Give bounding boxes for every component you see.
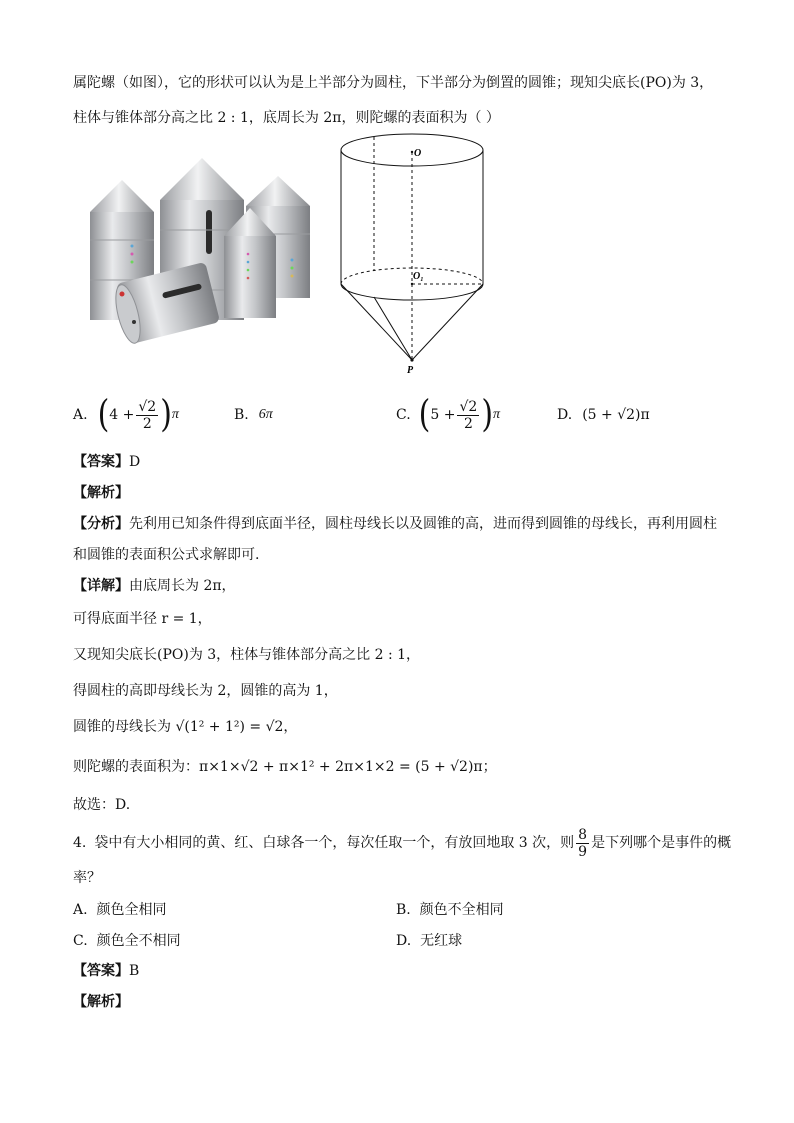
q4-option-a-label: A. (73, 902, 88, 918)
q3-stem-line2: 柱体与锥体部分高之比 2 : 1，底周长为 2π，则陀螺的表面积为（ ） (73, 110, 500, 126)
q4-number: 4. (73, 835, 87, 851)
q3-detail-line7: 故选：D. (73, 797, 131, 813)
q3-option-c-label: C. (396, 407, 411, 423)
q4-stem-part1: 袋中有大小相同的黄、红、白球各一个，每次任取一个，有放回地取 3 次，则 (94, 835, 575, 851)
q4-option-c (73, 930, 181, 950)
q3-option-d (557, 398, 650, 432)
q4-stem-line1 (73, 826, 731, 860)
q3-detail-tag: 【详解】 (73, 578, 129, 594)
q3-fenxi-line2: 和圆锥的表面积公式求解即可. (73, 547, 260, 563)
q4-option-d-label: D. (396, 933, 412, 949)
q4-option-a (73, 899, 166, 919)
q4-option-d (396, 930, 462, 950)
q4-option-c-label: C. (73, 933, 88, 949)
q4-stem-part2: 是下列哪个是事件的概 (591, 835, 732, 851)
q3-detail-line6: 则陀螺的表面积为：π×1×√2 + π×1² + 2π×1×2 = (5 + √2)π； (73, 759, 497, 775)
q3-detail-line2: 可得底面半径 r = 1， (73, 611, 212, 627)
q4-frac-den: 9 (578, 843, 588, 860)
q4-option-b-text: 颜色不全相同 (419, 902, 504, 918)
q3-detail-line4: 得圆柱的高即母线长为 2，圆锥的高为 1， (73, 683, 338, 699)
q4-analysis-tag: 【解析】 (73, 994, 129, 1010)
q3-fenxi-text1: 先利用已知条件得到底面半径，圆柱母线长以及圆锥的高，进而得到圆锥的母线长，再利用圆柱 (129, 516, 717, 532)
q3-option-a-label: A. (73, 407, 88, 423)
q3-option-a-den: 2 (142, 415, 152, 432)
q3-option-d-label: D. (557, 407, 573, 423)
q3-option-a-num: √2 (138, 398, 157, 415)
q3-option-c-num: √2 (459, 398, 478, 415)
q4-stem-line2: 率？ (73, 870, 101, 886)
q4-option-b-label: B. (396, 902, 411, 918)
q3-option-b-label: B. (234, 407, 249, 423)
label-O1: O₁ (413, 271, 424, 282)
q4-answer: B (129, 963, 140, 979)
q4-answer-tag: 【答案】 (73, 963, 129, 979)
q3-option-c-post: π (493, 407, 501, 422)
q3-answer-tag: 【答案】 (73, 454, 129, 470)
q4-answer-line (73, 961, 139, 981)
q3-analysis-tag: 【解析】 (73, 485, 129, 501)
cylinder-cone-diagram (332, 132, 492, 378)
q3-option-a-pre: 4 + (109, 407, 135, 423)
q4-option-c-text: 颜色全不相同 (96, 933, 181, 949)
q3-option-c-pre: 5 + (430, 407, 456, 423)
q3-fenxi-line1 (73, 514, 717, 534)
q4-option-b (396, 899, 504, 919)
label-O: O (414, 148, 422, 159)
q3-answer: D (129, 454, 141, 470)
q3-option-a-post: π (171, 407, 179, 422)
q3-answer-line (73, 452, 140, 472)
spinning-tops-photo (86, 150, 316, 350)
q4-option-a-text: 颜色全相同 (96, 902, 167, 918)
label-P: P (407, 365, 414, 376)
q3-detail-line5: 圆锥的母线长为 √(1² + 1²) = √2， (73, 719, 298, 735)
q3-stem-line1: 属陀螺（如图），它的形状可以认为是上半部分为圆柱，下半部分为倒置的圆锥；现知尖底长(PO)为 3， (73, 75, 714, 91)
q3-option-c: C. ( 5 + $\frac{√2}{2}$ ) π (396, 392, 501, 437)
q3-option-b-text: 6π (258, 407, 273, 422)
q4-frac-num: 8 (578, 826, 588, 843)
q4-option-d-text: 无红球 (420, 933, 463, 949)
q3-option-b (234, 398, 273, 432)
q3-fenxi-tag: 【分析】 (73, 516, 129, 532)
q3-detail-line1 (73, 576, 236, 596)
q3-detail-line3: 又现知尖底长(PO)为 3，柱体与锥体部分高之比 2 : 1， (73, 647, 421, 663)
q3-detail-text1: 由底周长为 2π， (129, 578, 236, 594)
q3-option-d-text: (5 + √2)π (582, 407, 650, 423)
q3-option-c-den: 2 (463, 415, 473, 432)
q3-option-a: A. ( 4 + $\frac{√2}{2}$ ) π (73, 392, 179, 437)
